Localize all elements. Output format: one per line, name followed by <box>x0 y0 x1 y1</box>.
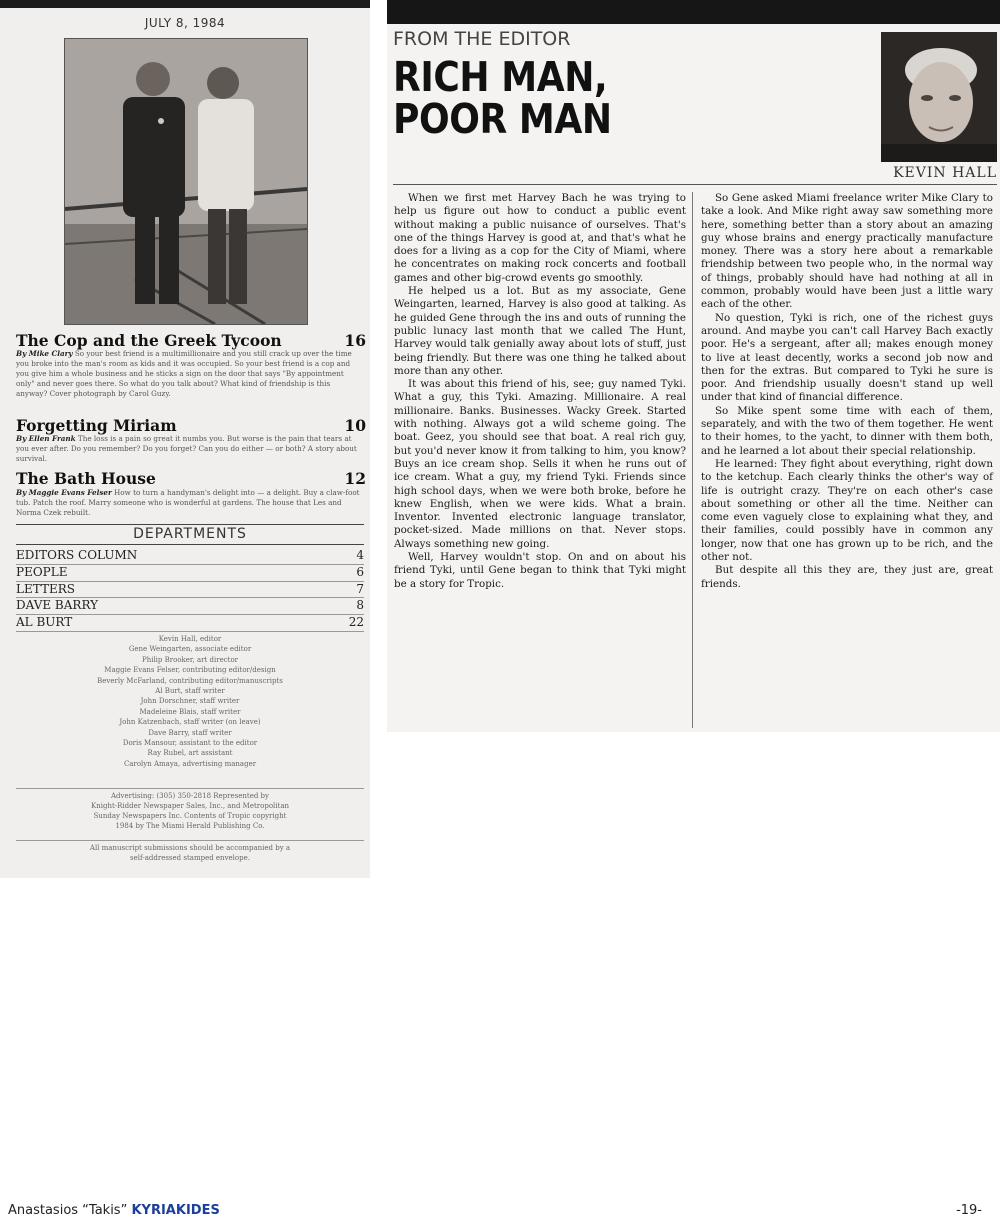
department-name: AL BURT <box>16 615 73 630</box>
story-title-text: Forgetting Miriam <box>16 416 177 435</box>
department-row <box>16 548 364 565</box>
article-column-right <box>701 192 993 591</box>
article-paragraph: So Mike spent some time with each of them, separately, and with the two of them together. He went to their homes, to the yacht, to dinner with them both, and he learned a lot about their special relationship. <box>701 404 993 457</box>
story-byline: By Mike Clary <box>16 349 73 358</box>
staff-line: Philip Brooker, art director <box>141 655 239 664</box>
staff-line: Ray Rubel, art assistant <box>147 749 233 758</box>
advertising-line: Sunday Newspapers Inc. Contents of Tropic copyright <box>93 812 287 820</box>
article-paragraph: He helped us a lot. But as my associate, Gene Weingarten, learned, Harvey is also good at talking. As he guided Gene through the ins and outs of running the public lunacy last month that we called The Hunt, Harvey would talk genially away about lots of stuff, just being friendly. But there was one thing he talked about more than any other. <box>394 285 686 377</box>
staff-line: Doris Mansour, assistant to the editor <box>122 739 258 748</box>
department-row <box>16 582 364 599</box>
staff-line: Madeleine Blais, staff writer <box>139 707 241 716</box>
top-rule <box>387 0 1000 24</box>
submissions-line: All manuscript submissions should be accompanied by a <box>89 844 291 852</box>
advertising-notice <box>16 788 364 831</box>
page-number: -19- <box>956 1203 982 1218</box>
staff-line: Gene Weingarten, associate editor <box>128 645 252 654</box>
editor-name: KEVIN HALL <box>893 165 997 181</box>
staff-line: Maggie Evans Felser, contributing editor/design <box>104 666 276 675</box>
staff-line: Carolyn Amaya, advertising manager <box>123 759 257 768</box>
story-page-number: 16 <box>344 331 366 350</box>
article-paragraph: He learned: They fight about everything, right down to the ketchup. Each clearly thinks the other's way of life is outright crazy. They're on each other's case about something or other all the time. Neither can come even vaguely close to explaining what they, and their families, could possibly have in common any longer, now that one has grown up to be rich, and the other not. <box>701 457 993 564</box>
staff-line: Al Burt, staff writer <box>155 687 225 696</box>
advertising-line: 1984 by The Miami Herald Publishing Co. <box>115 822 265 830</box>
advertising-line: Advertising: (305) 350-2818 Represented by <box>111 792 269 800</box>
advertising-line: Knight-Ridder Newspaper Sales, Inc., and Metropolitan <box>90 802 290 810</box>
story-description-forgetting-miriam <box>16 434 361 464</box>
story-description-text: So your best friend is a multimillionaire and you still crack up over the time you broke into the man's room as kids and it was occupied. So your best friend is a cop and you give him a whole business and he sticks a sign on the door that says "By appointment only" and never goes there. So what do you talk about? What kind of friendship is this anyway? Cover photograph by Carol Guzy. <box>16 349 352 398</box>
article-paragraph: It was about this friend of his, see; guy named Tyki. What a guy, this Tyki. Amazing. Millionaire. A real millionaire. Banks. Businesses. Wacky Greek. Started with nothing. Always got a wild scheme going. The boat. Geez, you should see that boat. A real rich guy, but you'd never know it from talking to him, you know? Buys an ice cream shop. Sells it when he runs out of ice cream. What a guy, my friend Tyki. Friends since high school days, when we were both broke, before he knew English, when we were kids. What a brain. Inventor. Invented electronic language translator, pocket-sized. Made millions on that. Never stops. Always something new going. <box>394 378 686 550</box>
article-paragraph: But despite all this they are, they just are, great friends. <box>701 564 993 590</box>
submissions-line: self-addressed stamped envelope. <box>130 854 250 862</box>
story-page-number: 10 <box>344 416 366 435</box>
article-paragraph: When we first met Harvey Bach he was trying to help us figure out how to conduct a public event without making a public nuisance of ourselves. That's one of the things Harvey is good at, and that's what he does for a living as a cop for the City of Miami, where he concentrates on making rock concerts and football games and other big-crowd events go smoothly. <box>394 192 686 284</box>
staff-line: Dave Barry, staff writer <box>148 728 232 737</box>
staff-line: John Katzenbach, staff writer (on leave) <box>119 718 261 727</box>
contents-clipping <box>0 0 370 878</box>
submissions-notice <box>16 840 364 863</box>
story-byline: By Ellen Frank <box>16 434 76 443</box>
department-row <box>16 565 364 582</box>
story-title-bath-house <box>16 469 366 488</box>
column-divider <box>692 192 693 728</box>
staff-line: John Dorschner, staff writer <box>140 697 240 706</box>
article-paragraph: Well, Harvey wouldn't stop. On and on about his friend Tyki, until Gene began to think that Tyki might be a story for Tropic. <box>394 551 686 590</box>
story-title-forgetting-miriam <box>16 416 366 435</box>
story-description-text: The loss is a pain so great it numbs you. But worse is the pain that tears at you ever after. Do you remember? Do you forget? Can you do either — or both? A story about survival. <box>16 434 357 463</box>
story-description-text: How to turn a handyman's delight into — a delight. Buy a claw-foot tub. Patch the roof. Marry someone who is wonderful at gardens. The house that Les and Norma Czek rebuilt. <box>16 488 360 517</box>
headline-line: POOR MAN <box>393 95 612 143</box>
departments-heading: DEPARTMENTS <box>16 524 364 545</box>
article-paragraph: No question, Tyki is rich, one of the richest guys around. And maybe you can't call Harvey Bach exactly poor. He's a sergeant, after all; makes enough money to live at least decently, works a second job now and then for the extras. But compared to Tyki he sure is poor. And friendship usually doesn't stand up well under that kind of financial difference. <box>701 311 993 404</box>
department-page: 4 <box>356 548 364 562</box>
cover-photo-image <box>65 39 307 324</box>
department-page: 7 <box>356 581 364 596</box>
editor-portrait <box>881 32 997 162</box>
story-page-number: 12 <box>344 469 366 488</box>
department-name: PEOPLE <box>16 564 68 579</box>
issue-date: JULY 8, 1984 <box>144 16 226 30</box>
department-name: EDITORS COLUMN <box>16 548 138 562</box>
department-row <box>16 598 364 615</box>
staff-masthead <box>16 634 364 769</box>
editorial-clipping <box>387 0 1000 732</box>
top-rule <box>0 0 370 8</box>
staff-line: Kevin Hall, editor <box>158 635 222 643</box>
article-paragraph: So Gene asked Miami freelance writer Mike Clary to take a look. And Mike right away saw something more here, something better than a story about an amazing guy whose brains and energy practically manufacture money. There was a story here about a remarkable friendship between two people who, in the normal way of things, probably should have had nothing at all in common, probably would have been just a little wary each of the other. <box>701 192 993 311</box>
story-description-cop-tycoon <box>16 349 361 399</box>
author-surname: KYRIAKIDES <box>131 1203 220 1218</box>
cover-photo <box>64 38 308 325</box>
department-name: LETTERS <box>16 581 75 596</box>
story-title-text: The Bath House <box>16 469 156 488</box>
headline-line: RICH MAN, <box>393 53 608 101</box>
department-name: DAVE BARRY <box>16 598 99 613</box>
headline <box>393 53 612 143</box>
departments-list <box>16 548 364 632</box>
story-description-bath-house <box>16 488 361 518</box>
section-label: FROM THE EDITOR <box>393 28 571 50</box>
editor-portrait-image <box>881 32 997 162</box>
department-page: 6 <box>356 564 364 579</box>
footer-author <box>8 1203 220 1218</box>
story-byline: By Maggie Evans Felser <box>16 488 112 497</box>
divider <box>393 184 997 185</box>
author-first-name: Anastasios “Takis” <box>8 1203 128 1218</box>
story-title-text: The Cop and the Greek Tycoon <box>16 331 282 350</box>
department-page: 22 <box>348 615 364 630</box>
article-column-left <box>394 192 686 591</box>
department-row <box>16 615 364 632</box>
staff-line: Beverly McFarland, contributing editor/manuscripts <box>97 676 283 685</box>
department-page: 8 <box>356 598 364 613</box>
story-title-cop-tycoon <box>16 331 366 350</box>
